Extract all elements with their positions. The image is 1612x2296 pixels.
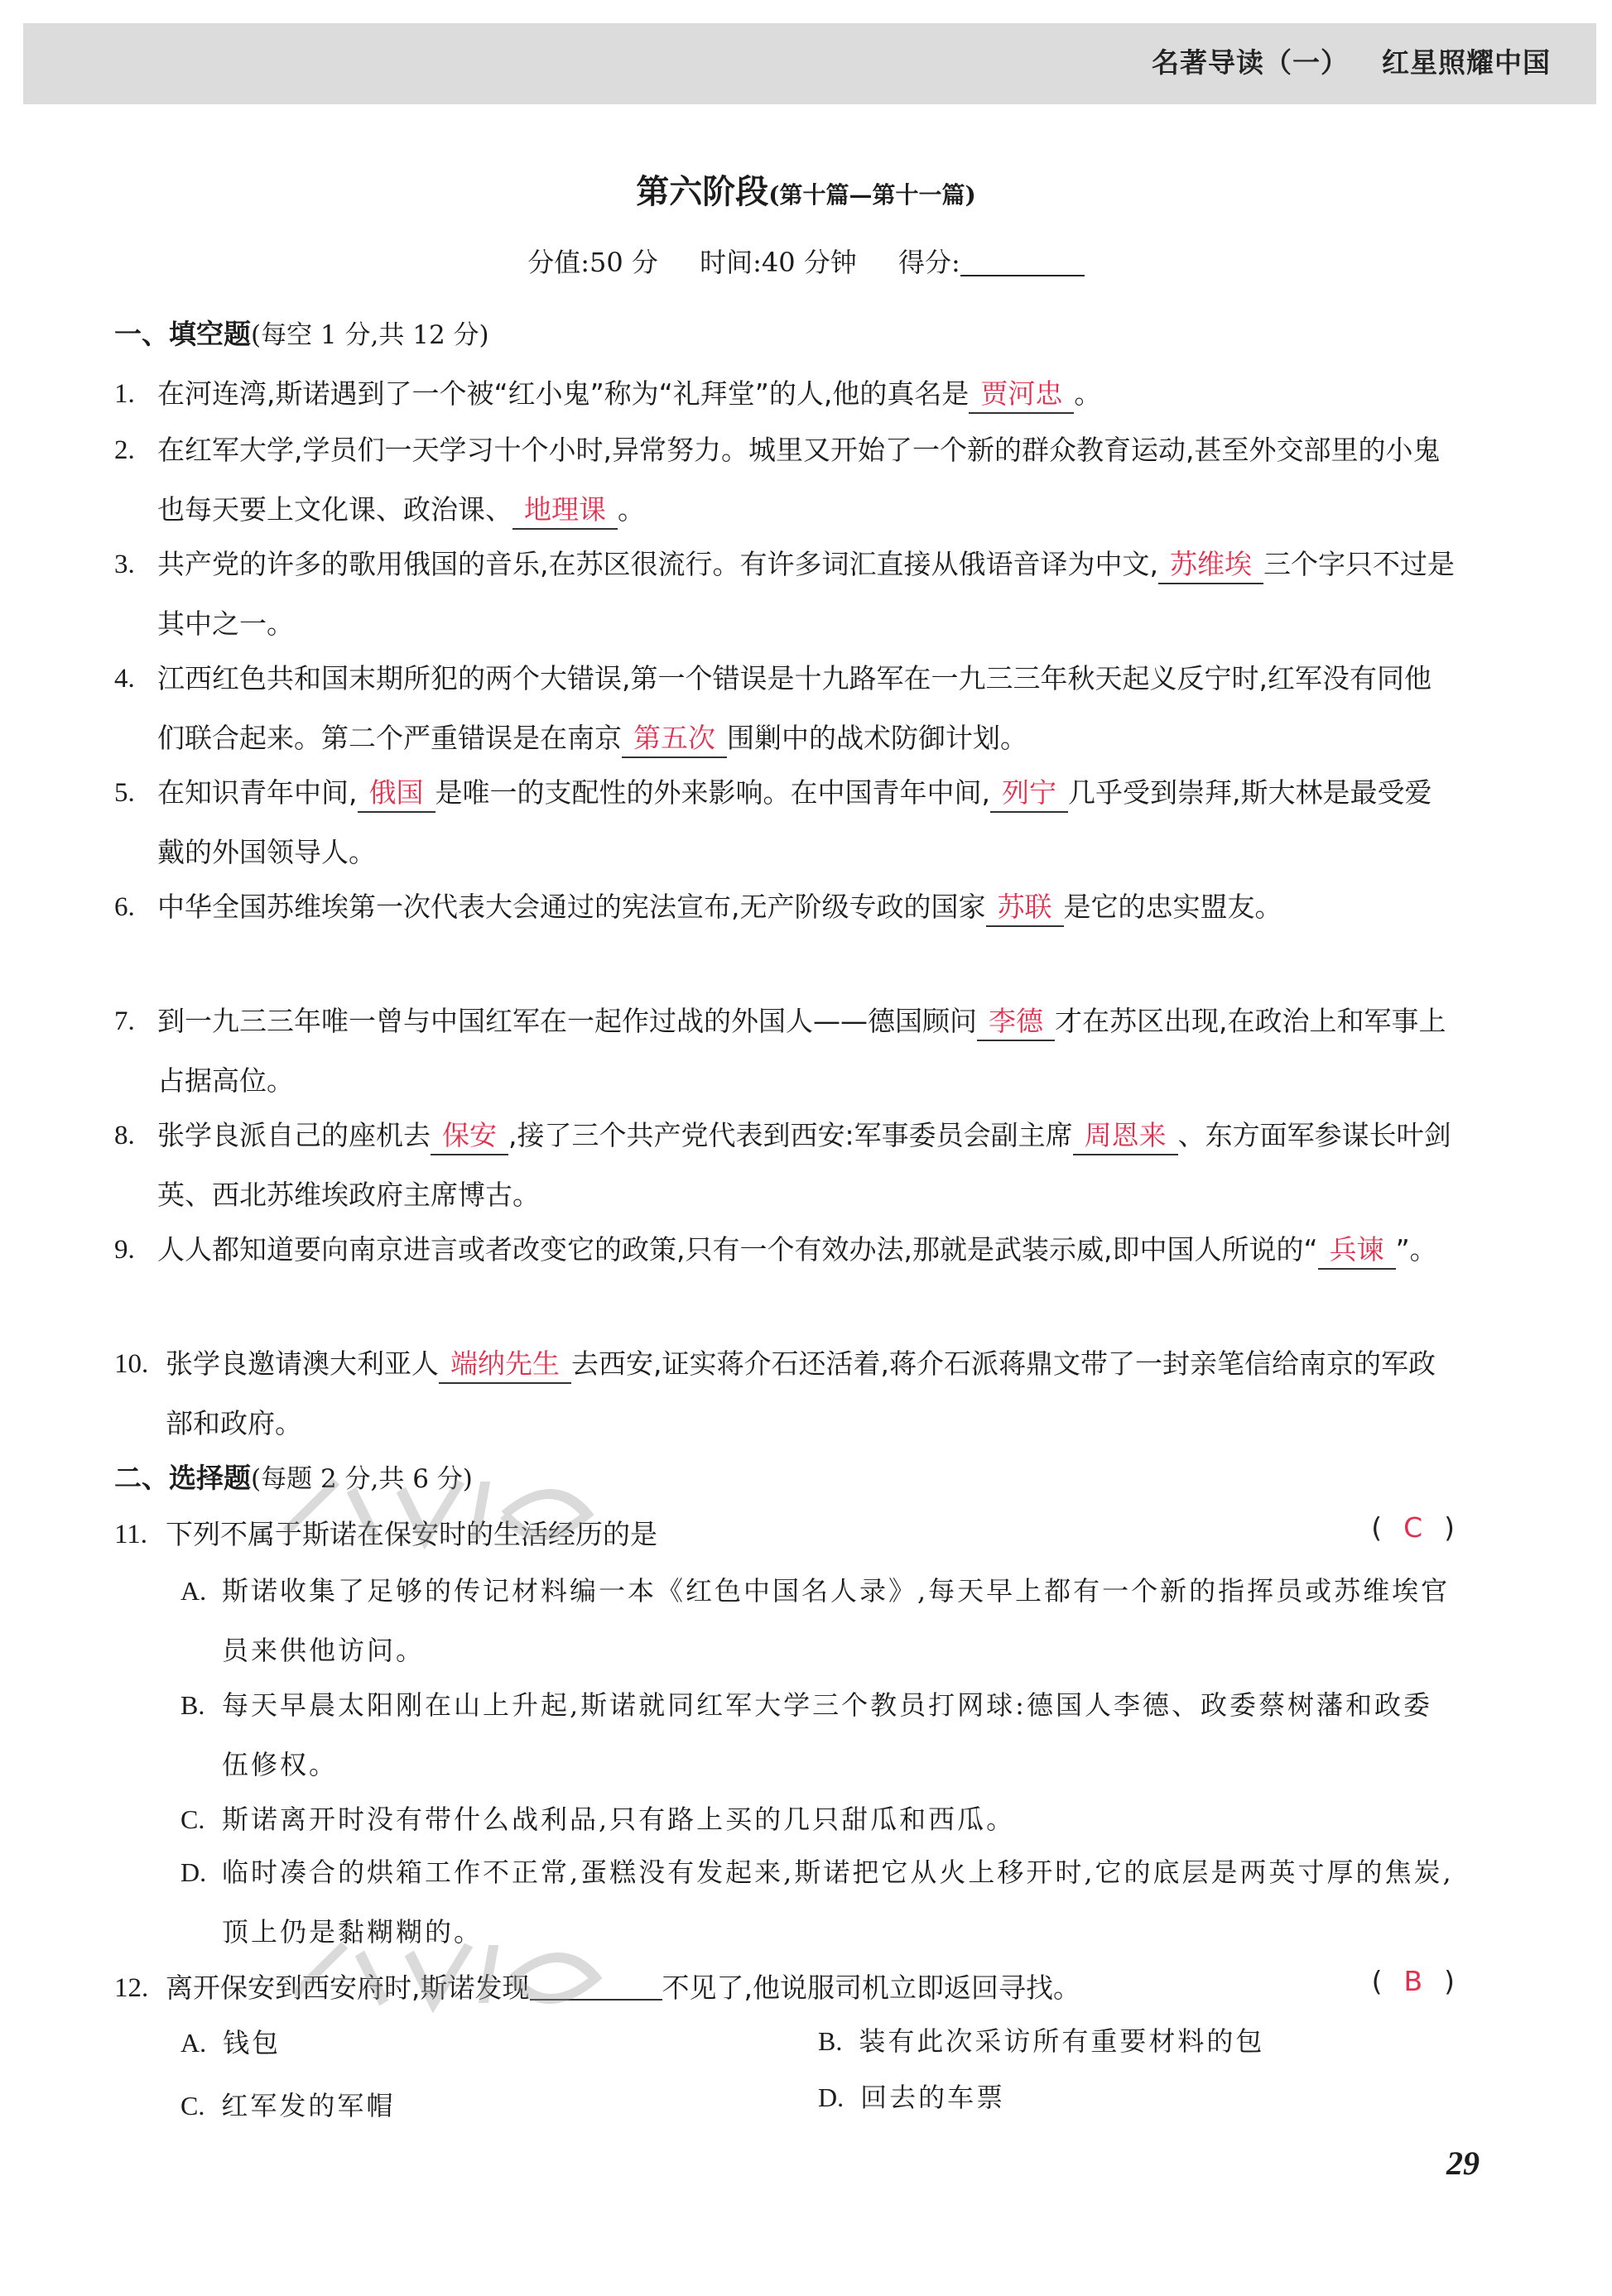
answer-blank: 苏联	[986, 889, 1064, 927]
fill-question-3: 3. 共产党的许多的歌用俄国的音乐,在苏区很流行。有许多词汇直接从俄语音译为中文, 苏维埃 三个字只不过是其中之一。	[114, 548, 1455, 640]
choice-answer: B	[1403, 1965, 1423, 1997]
answer-blank: 地理课	[512, 492, 618, 530]
choice-answer: C	[1403, 1511, 1423, 1544]
option-11-b: B. 每天早晨太阳刚在山上升起,斯诺就同红军大学三个教员打网球:德国人李德、政委蔡树藩和政委伍修权。	[180, 1689, 1432, 1780]
page-title	[0, 166, 1612, 213]
fill-question-10: 10. 张学良邀请澳大利亚人 端纳先生 去西安,证实蒋介石还活着,蒋介石派蒋鼎文带了一封亲笔信给南京的军政部和政府。	[114, 1347, 1436, 1439]
answer-blank: 贾河忠	[969, 376, 1074, 414]
fill-question-7: 7. 到一九三三年唯一曾与中国红军在一起作过战的外国人——德国顾问 李德 才在苏区出现,在政治上和军事上占据高位。	[114, 1005, 1446, 1097]
option-12-c: C. 红军发的军帽	[180, 2090, 396, 2121]
watermark	[273, 1929, 645, 2020]
answer-blank: 周恩来	[1073, 1117, 1178, 1155]
header-book: 名著导读（一）	[1152, 46, 1349, 79]
meta-score: 分值:50 分	[527, 247, 658, 278]
fill-question-2: 2. 在红军大学,学员们一天学习十个小时,异常努力。城里又开始了一个新的群众教育运动,甚至外交部里的小鬼也每天要上文化课、政治课、 地理课 。	[114, 420, 1456, 540]
answer-blank: 李德	[977, 1003, 1055, 1041]
option-11-d: D. 临时凑合的烘箱工作不正常,蛋糕没有发起来,斯诺把它从火上移开时,它的底层是两英寸厚的焦炭,顶上仍是黏糊糊的。	[180, 1856, 1454, 1948]
fill-question-1: 1. 在河连湾,斯诺遇到了一个被“红小鬼”称为“礼拜堂”的人,他的真名是 贾河忠 。	[114, 364, 1456, 424]
score-blank	[960, 275, 1085, 276]
choice-question-12: 12. 离开保安到西安府时,斯诺发现 不见了,他说服司机立即返回寻找。	[114, 1972, 1080, 2004]
title-main: 第六阶段	[636, 172, 769, 211]
answer-blank: 端纳先生	[439, 1346, 571, 1384]
answer-paren-11: ( C )	[1371, 1511, 1455, 1544]
fill-question-8: 8. 张学良派自己的座机去 保安 ,接了三个共产党代表到西安:军事委员会副主席 周恩来 、东方面军参谋长叶剑英、西北苏维埃政府主席博古。	[114, 1119, 1451, 1211]
fill-question-5: 5. 在知识青年中间, 俄国 是唯一的支配性的外来影响。在中国青年中间, 列宁 几乎受到崇拜,斯大林是最受爱戴的外国领导人。	[114, 776, 1432, 868]
watermark	[265, 1465, 637, 1556]
fill-question-4: 4. 江西红色共和国末期所犯的两个大错误,第一个错误是十九路军在一九三三年秋天起义反宁时,红军没有同他们联合起来。第二个严重错误是在南京 第五次 围剿中的战术防御计划。	[114, 649, 1456, 768]
choice-question-11: 11. 下列不属于斯诺在保安时的生活经历的是	[114, 1518, 657, 1550]
title-sub: (第十篇—第十一篇)	[768, 181, 976, 209]
answer-blank: 俄国	[358, 775, 435, 813]
meta-line	[0, 242, 1612, 280]
answer-blank: 第五次	[622, 720, 727, 758]
header-title: 红星照耀中国	[1382, 46, 1551, 79]
answer-paren-12: ( B )	[1371, 1965, 1455, 1997]
header-text	[1152, 41, 1551, 80]
page-number: 29	[1446, 2145, 1480, 2182]
meta-obtained: 得分:	[897, 247, 960, 278]
answer-blank: 列宁	[990, 775, 1068, 813]
fill-question-6: 6. 中华全国苏维埃第一次代表大会通过的宪法宣布,无产阶级专政的国家 苏联 是它的忠实盟友。	[114, 877, 1456, 937]
option-12-a: A. 钱包	[180, 2027, 281, 2058]
section-fill-title: 一、填空题(每空 1 分,共 12 分)	[114, 318, 489, 350]
header-bar	[23, 23, 1596, 104]
fill-question-9: 9. 人人都知道要向南京进言或者改变它的政策,只有一个有效办法,那就是武装示威,即中国人所说的“ 兵谏 ”。	[114, 1220, 1456, 1280]
option-11-c: C. 斯诺离开时没有带什么战利品,只有路上买的几只甜瓜和西瓜。	[180, 1804, 1016, 1835]
answer-blank: 兵谏	[1318, 1232, 1396, 1270]
answer-blank: 苏维埃	[1158, 546, 1263, 584]
option-12-b: B. 装有此次采访所有重要材料的包	[818, 2025, 1265, 2057]
option-12-d: D. 回去的车票	[818, 2082, 1006, 2113]
meta-time: 时间:40 分钟	[700, 247, 857, 278]
section-choice-title: 二、选择题(每题 2 分,共 6 分)	[114, 1462, 473, 1494]
option-11-a: A. 斯诺收集了足够的传记材料编一本《红色中国名人录》,每天早上都有一个新的指挥员或苏维埃官员来供他访问。	[180, 1575, 1451, 1666]
answer-blank: 保安	[431, 1117, 508, 1155]
